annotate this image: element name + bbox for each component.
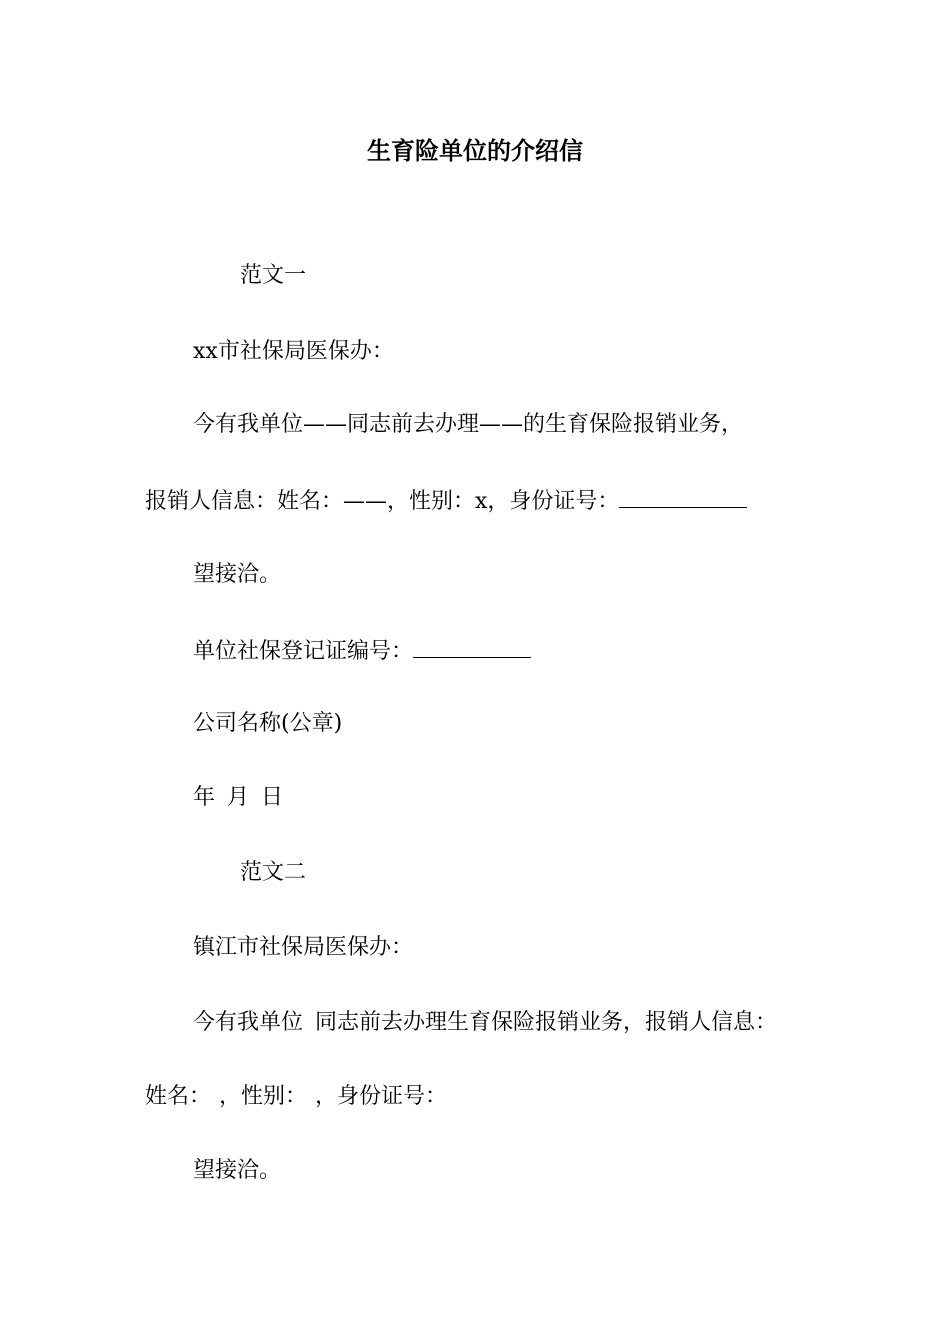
document-title: 生育险单位的介绍信 (367, 136, 583, 165)
sample1-registration (193, 635, 531, 667)
sample2-body-line1-a: 今有我单位 (193, 1010, 304, 1035)
sample2-id-label: ，身份证号： (315, 1084, 448, 1109)
registration-number-blank (413, 635, 531, 658)
sample2-name-label: 姓名： (145, 1084, 212, 1109)
sample1-heading: 范文一 (240, 263, 307, 288)
date-month: 月 (227, 785, 250, 810)
date-year: 年 (193, 785, 216, 810)
id-number-blank (619, 485, 747, 508)
sample2-body-line1-b: 同志前去办理生育保险报销业务，报销人信息： (315, 1010, 778, 1035)
registration-label: 单位社保登记证编号： (193, 639, 414, 664)
sample2-heading: 范文二 (240, 860, 307, 885)
sample2-body-line2 (145, 1082, 447, 1112)
sample1-addressee: xx市社保局医保办： (193, 339, 394, 364)
sample1-body-line2-text: 报销人信息：姓名：——，性别：x，身份证号： (145, 489, 620, 514)
sample1-closing: 望接洽。 (193, 562, 282, 587)
date-day: 日 (261, 785, 284, 810)
sample2-addressee: 镇江市社保局医保办： (193, 935, 414, 960)
sample1-body-line2 (145, 485, 747, 517)
sample2-body-line1 (193, 1008, 777, 1038)
sample1-date (193, 783, 283, 813)
sample1-body-line1: 今有我单位——同志前去办理——的生育保险报销业务， (193, 412, 744, 437)
sample2-gender-label: ，性别： (219, 1084, 308, 1109)
sample1-company: 公司名称(公章) (193, 711, 343, 736)
sample2-closing: 望接洽。 (193, 1158, 282, 1183)
